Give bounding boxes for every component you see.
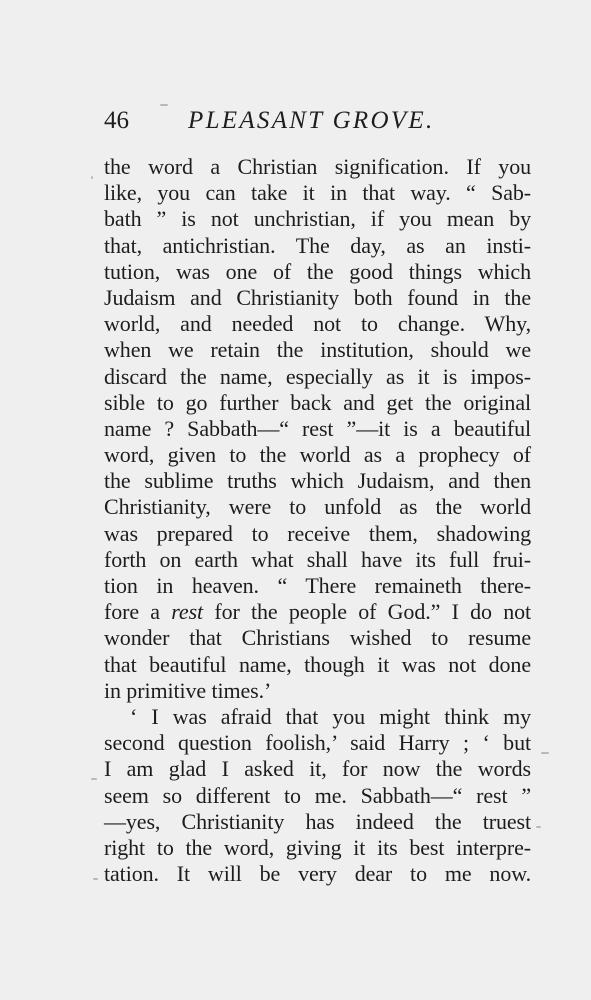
text-line: the sublime truths which Judaism, and then — [104, 468, 531, 494]
text-line: that beautiful name, though it was not done — [104, 651, 531, 677]
page-number: 46 — [104, 107, 129, 134]
text-line: bath ” is not unchristian, if you mean by — [104, 206, 531, 232]
text-line: tion in heaven. “ There remaineth there- — [104, 573, 531, 598]
text-line: forth on earth what shall have its full frui- — [104, 546, 531, 572]
text-line: second question foolish,’ said Harry ; ‘ but — [104, 730, 531, 756]
text-line: world, and needed not to change. Why, — [104, 311, 531, 337]
text-line: Christianity, were to unfold as the world — [104, 494, 531, 520]
print-speck — [91, 176, 93, 179]
text-line: wonder that Christians wished to resume — [104, 625, 531, 651]
text-line: sible to go further back and get the original — [104, 389, 531, 415]
print-speck — [160, 104, 168, 106]
page-header — [104, 104, 524, 138]
text-line-emphasis — [104, 599, 531, 625]
running-title: PLEASANT GROVE. — [188, 107, 435, 134]
text-line: word, given to the world as a prophecy of — [104, 442, 531, 468]
text-line: —yes, Christianity has indeed the truest — [104, 808, 531, 834]
text-fragment: for the people of God.” I do not — [203, 599, 532, 625]
italic-word: rest — [171, 599, 204, 625]
text-line: tution, was one of the good things which — [104, 258, 531, 284]
text-line: was prepared to receive them, shadowing — [104, 520, 531, 546]
text-line: tation. It will be very dear to me now. — [104, 861, 531, 887]
print-speck — [91, 778, 97, 780]
text-line: name ? Sabbath—“ rest ”—it is a beautiful — [104, 415, 531, 441]
text-line: I am glad I asked it, for now the words — [104, 756, 531, 782]
body-text — [104, 154, 531, 887]
text-fragment: fore a — [104, 599, 172, 625]
text-line: when we retain the institution, should we — [104, 337, 531, 363]
text-line: in primitive times.’ — [104, 677, 272, 703]
print-speck — [541, 752, 549, 754]
text-line: right to the word, giving it its best interpre- — [104, 834, 531, 860]
text-line: seem so different to me. Sabbath—“ rest ” — [104, 782, 531, 808]
text-line: Judaism and Christianity both found in the — [104, 284, 531, 310]
text-line: discard the name, especially as it is impos- — [104, 363, 531, 389]
text-line: that, antichristian. The day, as an insti- — [104, 232, 531, 258]
print-speck — [536, 826, 541, 828]
print-speck — [93, 878, 98, 880]
text-line: the word a Christian signification. If you — [104, 154, 531, 179]
text-line: like, you can take it in that way. “ Sab- — [104, 180, 531, 206]
text-line: ‘ I was afraid that you might think my — [130, 703, 531, 729]
